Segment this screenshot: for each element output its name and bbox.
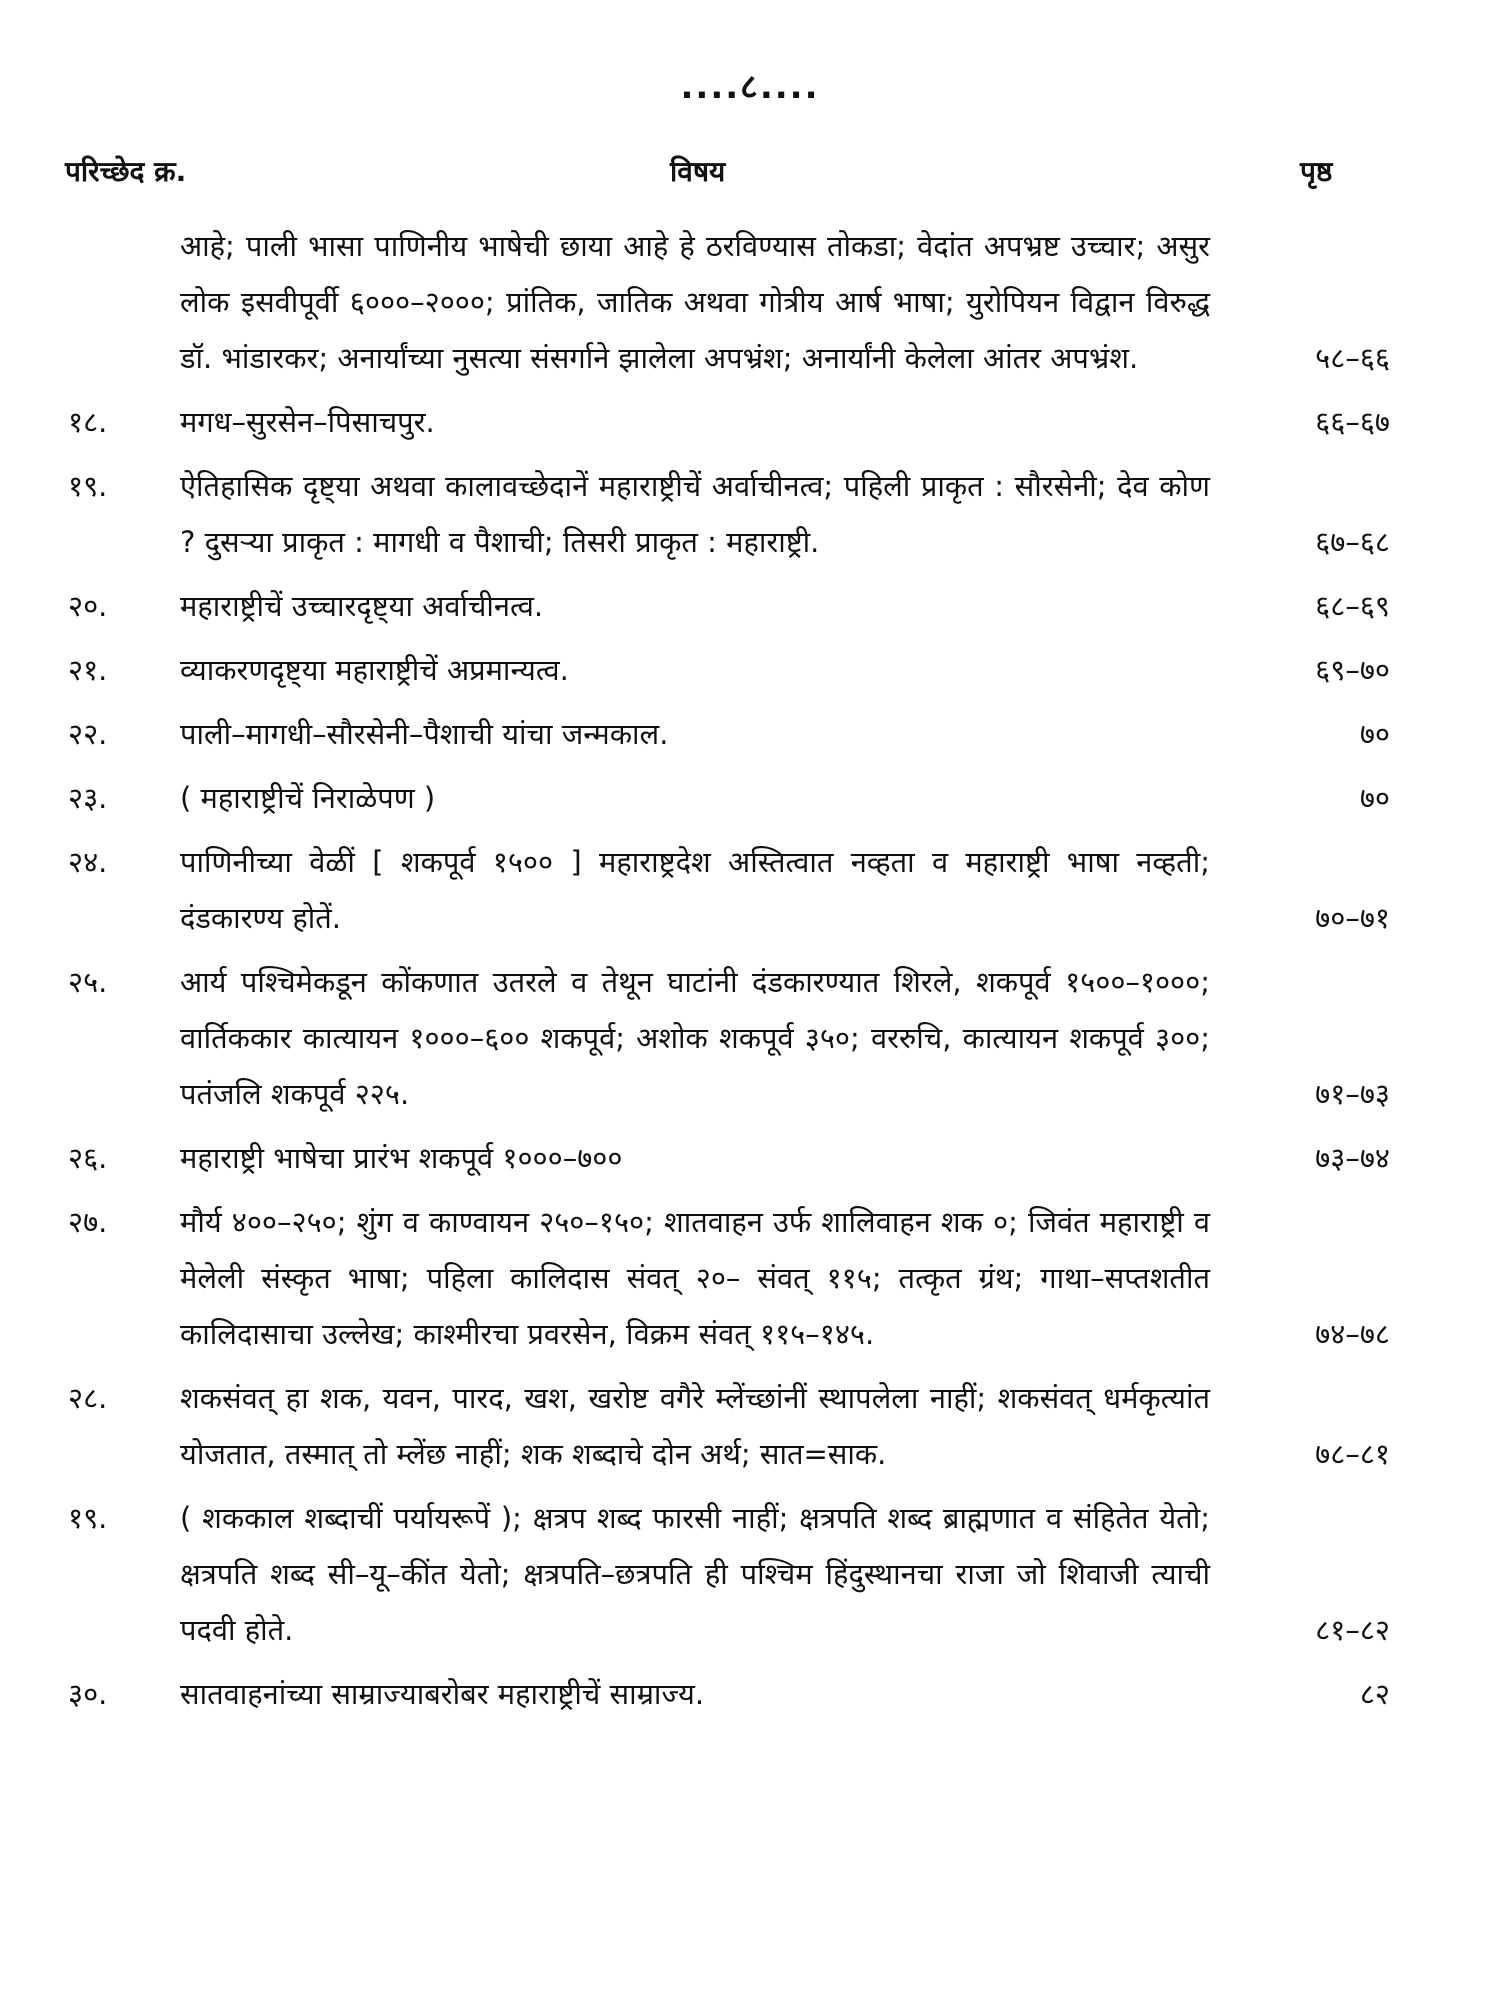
- toc-entry: [0, 1130, 1500, 1186]
- entry-text: ( महाराष्ट्रीचें निराळेपण ): [180, 781, 436, 815]
- entry-number: २०.: [68, 589, 108, 623]
- header-page: पृष्ठ: [1300, 155, 1333, 188]
- entry-number: २२.: [68, 717, 108, 751]
- toc-list: [0, 218, 1500, 1730]
- entry-number: २४.: [68, 845, 108, 879]
- toc-entry: [0, 218, 1500, 386]
- toc-entry: [0, 1490, 1500, 1658]
- entry-text: पाणिनीच्या वेळीं [ शकपूर्व १५०० ] महाराष्ट्रदेश अस्तित्वात नव्हता व महाराष्ट्री भाषा नव्हती; दंडकारण्य होतें.: [180, 845, 1210, 935]
- entry-text: मौर्य ४००–२५०; शुंग व काण्वायन २५०–१५०; शातवाहन उर्फ शालिवाहन शक ०; जिवंत महाराष्ट्री व मेलेली संस्कृत भाषा; पहिला कालिदास संवत् २०– संवत् ११५; तत्कृत ग्रंथ; गाथा–सप्तशतीत कालिदासाचा उल्लेख; काश्मीरचा प्रवरसेन, विक्रम संवत् ११५–१४५.: [180, 1205, 1210, 1351]
- entry-page: ६९–७०: [1315, 653, 1390, 687]
- toc-header: [0, 152, 1500, 202]
- entry-text: आहे; पाली भासा पाणिनीय भाषेची छाया आहे हे ठरविण्यास तोकडा; वेदांत अपभ्रष्ट उच्चार; असुर लोक इसवीपूर्वी ६०००–२०००; प्रांतिक, जातिक अथवा गोत्रीय आर्ष भाषा; युरोपियन विद्वान विरुद्ध डॉ. भांडारकर; अनार्यांच्या नुसत्या संसर्गाने झालेला अपभ्रंश; अनार्यांनी केलेला आंतर अपभ्रंश.: [180, 229, 1210, 375]
- toc-entry: [0, 394, 1500, 450]
- entry-page: ६८–६९: [1315, 589, 1390, 623]
- entry-number: २५.: [68, 965, 108, 999]
- entry-text: मगध–सुरसेन–पिसाचपुर.: [180, 405, 435, 439]
- toc-entry: [0, 458, 1500, 570]
- entry-text: व्याकरणदृष्ट्या महाराष्ट्रीचें अप्रमान्यत्व.: [180, 653, 569, 687]
- entry-number: ३०.: [68, 1677, 108, 1711]
- entry-page: ७३–७४: [1315, 1141, 1390, 1175]
- entry-number: २१.: [68, 653, 108, 687]
- entry-text: ऐतिहासिक दृष्ट्या अथवा कालावच्छेदानें महाराष्ट्रीचें अर्वाचीनत्व; पहिली प्राकृत : सौरसेनी; देव कोण ? दुसऱ्या प्राकृत : मागधी व पैशाची; तिसरी प्राकृत : महाराष्ट्री.: [180, 469, 1210, 559]
- entry-page: ७८–८१: [1315, 1437, 1390, 1471]
- entry-page: ६७–६८: [1315, 525, 1390, 559]
- entry-number: १८.: [68, 405, 108, 439]
- entry-number: १९.: [68, 1501, 108, 1535]
- entry-text: सातवाहनांच्या साम्राज्याबरोबर महाराष्ट्रीचें साम्राज्य.: [180, 1677, 705, 1711]
- entry-page: ७१–७३: [1315, 1077, 1390, 1111]
- toc-entry: [0, 1666, 1500, 1722]
- toc-entry: [0, 1194, 1500, 1362]
- toc-entry: [0, 706, 1500, 762]
- entry-number: १९.: [68, 469, 108, 503]
- toc-entry: [0, 770, 1500, 826]
- entry-number: २७.: [68, 1205, 108, 1239]
- entry-page: ७०: [1359, 717, 1390, 751]
- header-chapter-no: परिच्छेद क्र.: [65, 155, 187, 188]
- entry-page: ७४–७८: [1315, 1317, 1390, 1351]
- page-number: ....८....: [680, 67, 820, 107]
- entry-page: ८२: [1359, 1677, 1390, 1711]
- entry-text: आर्य पश्चिमेकडून कोंकणात उतरले व तेथून घाटांनी दंडकारण्यात शिरले, शकपूर्व १५००–१०००; वार्तिककार कात्यायन १०००–६०० शकपूर्व; अशोक शकपूर्व ३५०; वररुचि, कात्यायन शकपूर्व ३००; पतंजलि शकपूर्व २२५.: [180, 965, 1210, 1111]
- entry-page: ७०: [1359, 781, 1390, 815]
- entry-page: ६६–६७: [1315, 405, 1390, 439]
- toc-entry: [0, 642, 1500, 698]
- entry-number: २८.: [68, 1381, 108, 1415]
- entry-number: २३.: [68, 781, 108, 815]
- toc-entry: [0, 954, 1500, 1122]
- entry-text: पाली–मागधी–सौरसेनी–पैशाची यांचा जन्मकाल.: [180, 717, 669, 751]
- entry-text: ( शककाल शब्दाचीं पर्यायरूपें ); क्षत्रप शब्द फारसी नाहीं; क्षत्रपति शब्द ब्राह्मणात व संहितेत येतो; क्षत्रपति शब्द सी–यू–कींत येतो; क्षत्रपति–छत्रपति ही पश्चिम हिंदुस्थानचा राजा जो शिवाजी त्याची पदवी होते.: [180, 1501, 1210, 1647]
- toc-entry: [0, 578, 1500, 634]
- entry-page: ८१–८२: [1315, 1613, 1390, 1647]
- entry-text: शकसंवत् हा शक, यवन, पारद, खश, खरोष्ट वगैरे म्लेंच्छांनीं स्थापलेला नाहीं; शकसंवत् धर्मकृत्यांत योजतात, तस्मात् तो म्लेंछ नाहीं; शक शब्दाचे दोन अर्थ; सात=साक.: [180, 1381, 1210, 1471]
- entry-text: महाराष्ट्रीचें उच्चारदृष्ट्या अर्वाचीनत्व.: [180, 589, 544, 623]
- toc-entry: [0, 834, 1500, 946]
- entry-text: महाराष्ट्री भाषेचा प्रारंभ शकपूर्व १०००–७००: [180, 1141, 623, 1175]
- entry-page: ७०–७१: [1315, 901, 1390, 935]
- entry-page: ५८–६६: [1315, 341, 1390, 375]
- toc-entry: [0, 1370, 1500, 1482]
- entry-number: २६.: [68, 1141, 108, 1175]
- header-subject: विषय: [670, 155, 726, 188]
